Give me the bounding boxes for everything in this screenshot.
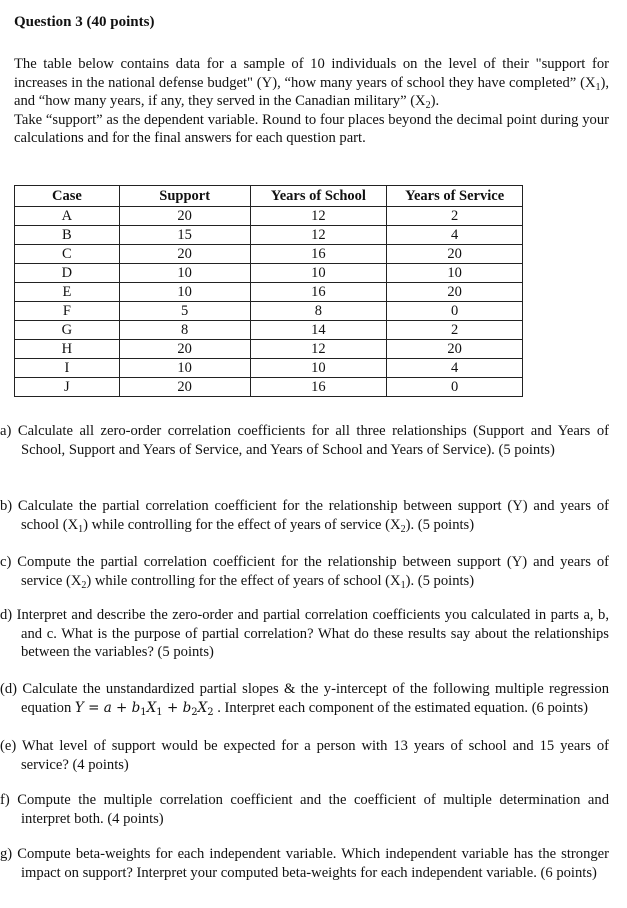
table-cell: E bbox=[15, 283, 120, 302]
question-title: Question 3 (40 points) bbox=[14, 14, 155, 30]
table-row bbox=[15, 321, 523, 340]
table-cell: 20 bbox=[119, 340, 250, 359]
table-cell: F bbox=[15, 302, 120, 321]
table-cell: 20 bbox=[387, 283, 523, 302]
table-cell: 12 bbox=[250, 226, 387, 245]
table-cell: 0 bbox=[387, 378, 523, 397]
table-cell: A bbox=[15, 207, 120, 226]
table-cell: 2 bbox=[387, 321, 523, 340]
question-g: g) Compute beta-weights for each independent variable. Which independent variable has the stronger impact on support? Interpret your computed beta-weights for each independent variable. (6 points) bbox=[0, 846, 609, 881]
table-cell: 20 bbox=[119, 207, 250, 226]
table-row bbox=[15, 302, 523, 321]
table-cell: J bbox=[15, 378, 120, 397]
table-cell: 4 bbox=[387, 359, 523, 378]
header-years-of-school: Years of School bbox=[250, 186, 387, 207]
table-cell: 16 bbox=[250, 378, 387, 397]
table-cell: 4 bbox=[387, 226, 523, 245]
table-cell: H bbox=[15, 340, 120, 359]
intro-paragraph-2: Take “support” as the dependent variable. Round to four places beyond the decimal point during your calculations and for the final answers for each question part. bbox=[14, 111, 609, 147]
intro-text bbox=[14, 55, 609, 148]
table-row bbox=[15, 264, 523, 283]
table-cell: 10 bbox=[250, 359, 387, 378]
table-row bbox=[15, 207, 523, 226]
table-cell: 16 bbox=[250, 245, 387, 264]
header-years-of-service: Years of Service bbox=[387, 186, 523, 207]
table-cell: 10 bbox=[250, 264, 387, 283]
table-cell: 10 bbox=[119, 264, 250, 283]
question-b: b) Calculate the partial correlation coefficient for the relationship between support (Y) and years of school $(X_1)$ while controlling for the effect of years of service $(X_2)$. (5 points) bbox=[0, 498, 609, 535]
table-cell: 2 bbox=[387, 207, 523, 226]
table-cell: 0 bbox=[387, 302, 523, 321]
table-cell: 8 bbox=[119, 321, 250, 340]
table-cell: 20 bbox=[387, 245, 523, 264]
question-c: c) Compute the partial correlation coefficient for the relationship between support (Y) and years of service $(X_2)$ while controlling for the effect of years of school $(X_1)$. (5 points) bbox=[0, 554, 609, 591]
table-cell: 10 bbox=[119, 283, 250, 302]
table-cell: 20 bbox=[119, 378, 250, 397]
table-cell: 15 bbox=[119, 226, 250, 245]
table-row bbox=[15, 245, 523, 264]
table-cell: 10 bbox=[119, 359, 250, 378]
table-cell: 5 bbox=[119, 302, 250, 321]
table-cell: 14 bbox=[250, 321, 387, 340]
question-f: f) Compute the multiple correlation coefficient and the coefficient of multiple determination and interpret both. (4 points) bbox=[0, 792, 609, 827]
header-case: Case bbox=[15, 186, 120, 207]
table-row bbox=[15, 359, 523, 378]
table-cell: 20 bbox=[119, 245, 250, 264]
question-d-regression: (d) Calculate the unstandardized partial slopes & the y-intercept of the following multiple regression equation $Y = a + b_1X_1 + b_2X_2$ . Interpret each component of the estimated equation. (6 points) bbox=[0, 681, 609, 718]
table-row bbox=[15, 378, 523, 397]
table-cell: 10 bbox=[387, 264, 523, 283]
table-cell: 12 bbox=[250, 340, 387, 359]
table-cell: C bbox=[15, 245, 120, 264]
regression-equation: $Y = a + b_1X_1 + b_2X_2$ bbox=[74, 699, 214, 718]
question-e: (e) What level of support would be expected for a person with 13 years of school and 15 years of service? (4 points) bbox=[0, 738, 609, 773]
table-cell: 20 bbox=[387, 340, 523, 359]
question-d-interpret: d) Interpret and describe the zero-order and partial correlation coefficients you calculated in parts a, b, and c. What is the purpose of partial correlation? What do these results say about the relationships between the variables? (5 points) bbox=[0, 607, 609, 661]
table-cell: 8 bbox=[250, 302, 387, 321]
header-support: Support bbox=[119, 186, 250, 207]
table-cell: D bbox=[15, 264, 120, 283]
table-row bbox=[15, 226, 523, 245]
table-header-row bbox=[15, 186, 523, 207]
data-table bbox=[14, 185, 523, 397]
table-cell: 12 bbox=[250, 207, 387, 226]
table-cell: I bbox=[15, 359, 120, 378]
intro-paragraph-1: The table below contains data for a sample of 10 individuals on the level of their "support for increases in the national defense budget" (Y), “how many years of school they have completed” $(X_1)$, and “how many years, if any, they served in the Canadian military” $(X_2)$. bbox=[14, 56, 609, 112]
table-cell: 16 bbox=[250, 283, 387, 302]
table-row bbox=[15, 340, 523, 359]
question-a: a) Calculate all zero-order correlation coefficients for all three relationships (Support and Years of School, Support and Years of Service, and Years of School and Years of Service). (5 points) bbox=[0, 423, 609, 458]
table-row bbox=[15, 283, 523, 302]
table-cell: B bbox=[15, 226, 120, 245]
table-cell: G bbox=[15, 321, 120, 340]
